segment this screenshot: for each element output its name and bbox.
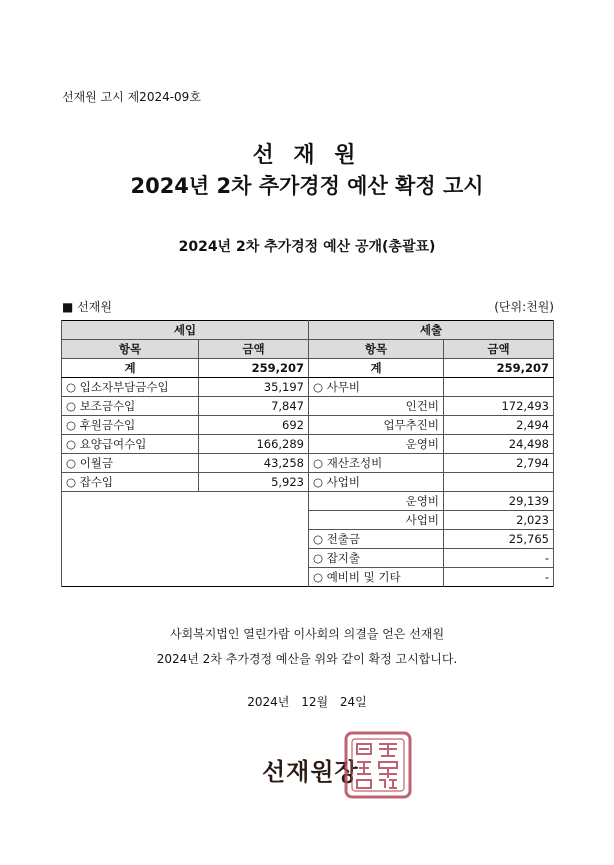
- revenue-item: ○ 이월금: [62, 454, 199, 473]
- expense-total-label: 계: [309, 359, 444, 378]
- table-row: [62, 416, 554, 435]
- revenue-header: 세입: [62, 321, 309, 340]
- revenue-total-value: 259,207: [199, 359, 309, 378]
- revenue-item: ○ 입소자부담금수입: [62, 378, 199, 397]
- expense-item-header: 항목: [309, 340, 444, 359]
- expense-item: ○ 전출금: [309, 530, 444, 549]
- revenue-amount: 7,847: [199, 397, 309, 416]
- table-row: [62, 492, 554, 511]
- revenue-amount: 35,197: [199, 378, 309, 397]
- page-subtitle: 2024년 2차 추가경정 예산 공개(총괄표): [178, 239, 436, 255]
- expense-amount-header: 금액: [444, 340, 554, 359]
- page-title: 선 재 원: [252, 143, 362, 168]
- revenue-amount: 43,258: [199, 454, 309, 473]
- expense-amount: -: [444, 549, 554, 568]
- revenue-item: ○ 잡수입: [62, 473, 199, 492]
- revenue-item: ○ 보조금수입: [62, 397, 199, 416]
- expense-amount: [444, 473, 554, 492]
- revenue-amount: 166,289: [199, 435, 309, 454]
- official-seal-stamp: [343, 730, 413, 800]
- expense-item: ○ 사업비: [309, 473, 444, 492]
- document-number: 선재원 고시 제2024-09호: [62, 90, 201, 104]
- expense-amount: 2,023: [444, 511, 554, 530]
- revenue-total-label: 계: [62, 359, 199, 378]
- table-row: [62, 473, 554, 492]
- table-row: [62, 435, 554, 454]
- expense-amount: 2,794: [444, 454, 554, 473]
- revenue-item: ○ 후원금수입: [62, 416, 199, 435]
- expense-item: ○ 잡지출: [309, 549, 444, 568]
- revenue-item: ○ 요양급여수입: [62, 435, 199, 454]
- expense-item: 운영비: [309, 435, 444, 454]
- signer-name: 선재원장: [262, 758, 359, 786]
- expense-total-value: 259,207: [444, 359, 554, 378]
- revenue-amount: 5,923: [199, 473, 309, 492]
- budget-summary-table: [61, 320, 554, 587]
- expense-amount: 29,139: [444, 492, 554, 511]
- expense-item: 인건비: [309, 397, 444, 416]
- expense-amount: 24,498: [444, 435, 554, 454]
- expense-amount: [444, 378, 554, 397]
- table-row: [62, 397, 554, 416]
- revenue-item-header: 항목: [62, 340, 199, 359]
- revenue-amount-header: 금액: [199, 340, 309, 359]
- notice-date: 2024년 12월 24일: [247, 695, 367, 709]
- expense-item: 사업비: [309, 511, 444, 530]
- resolution-text: 사회복지법인 열린가람 이사회의 의결을 얻은 선재원: [169, 627, 445, 641]
- expense-header: 세출: [309, 321, 554, 340]
- table-row: [62, 454, 554, 473]
- expense-amount: 2,494: [444, 416, 554, 435]
- announcement-text: 2024년 2차 추가경정 예산을 위와 같이 확정 고시합니다.: [156, 652, 458, 666]
- expense-item: ○ 재산조성비: [309, 454, 444, 473]
- table-row: [62, 378, 554, 397]
- revenue-amount: 692: [199, 416, 309, 435]
- expense-item: 운영비: [309, 492, 444, 511]
- expense-item: ○ 사무비: [309, 378, 444, 397]
- expense-amount: 172,493: [444, 397, 554, 416]
- revenue-empty-area: [62, 492, 309, 587]
- page-title-line2: 2024년 2차 추가경정 예산 확정 고시: [130, 174, 484, 198]
- expense-amount: -: [444, 568, 554, 587]
- expense-amount: 25,765: [444, 530, 554, 549]
- unit-label: (단위:천원): [494, 300, 554, 314]
- expense-item: ○ 예비비 및 기타: [309, 568, 444, 587]
- expense-item: 업무추진비: [309, 416, 444, 435]
- total-row: [62, 359, 554, 378]
- organization-label: ■ 선재원: [62, 300, 112, 314]
